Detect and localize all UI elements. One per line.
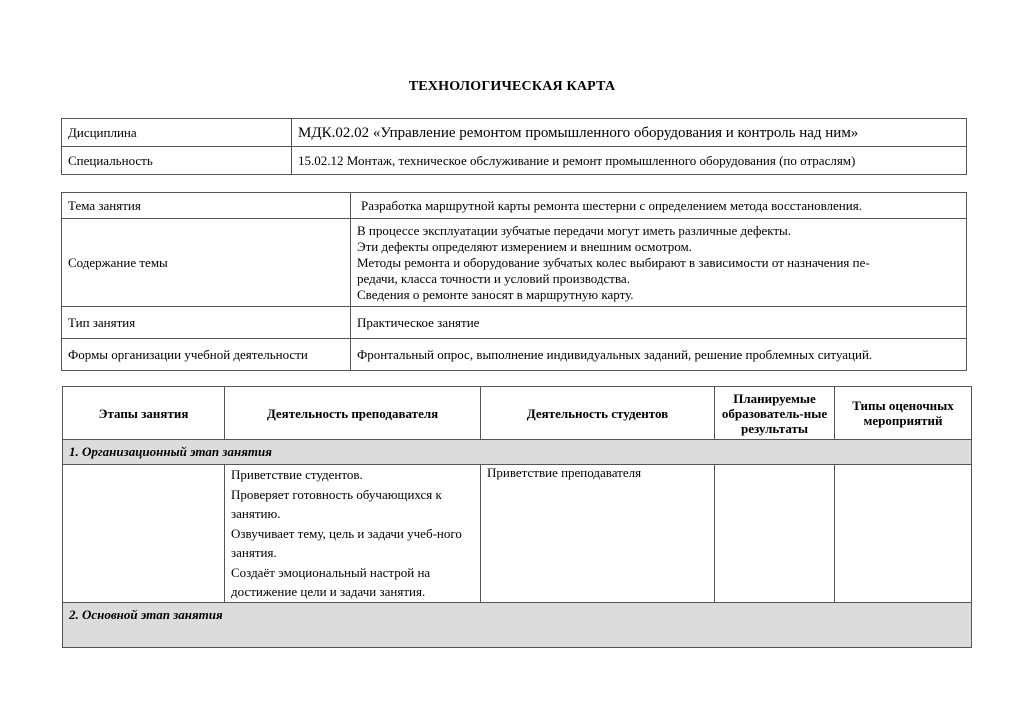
teacher-line: Создаёт эмоциональный настрой на достижение цели и задачи занятия. — [231, 564, 431, 599]
header-assessment: Типы оценочных мероприятий — [835, 387, 972, 440]
content-line: редачи, класса точности и условий производства. — [357, 270, 630, 286]
table-row — [62, 147, 967, 175]
header-stages: Этапы занятия — [63, 387, 225, 440]
discipline-value: МДК.02.02 «Управление ремонтом промышленного оборудования и контроль над ним» — [292, 119, 967, 147]
content-line: Эти дефекты определяют измерением и внешним осмотром. — [357, 238, 692, 254]
content-value — [351, 219, 967, 307]
table-row — [62, 193, 967, 219]
table-row — [62, 219, 967, 307]
stage1-assessment-empty — [835, 465, 972, 603]
specialty-label: Специальность — [62, 147, 292, 175]
stage-row — [63, 602, 972, 647]
specialty-value: 15.02.12 Монтаж, техническое обслуживание и ремонт промышленного оборудования (по отраслям) — [292, 147, 967, 175]
forms-label: Формы организации учебной деятельности — [62, 339, 351, 371]
stage1-results-empty — [715, 465, 835, 603]
header-students: Деятельность студентов — [481, 387, 715, 440]
content-line: Методы ремонта и оборудование зубчатых колес выбирают в зависимости от назначения пе- — [357, 254, 870, 270]
content-label: Содержание темы — [62, 219, 351, 307]
stage1-student-activity: Приветствие преподавателя — [481, 465, 715, 603]
topic-value: Разработка маршрутной карты ремонта шестерни с определением метода восстановления. — [351, 193, 967, 219]
type-value: Практическое занятие — [351, 307, 967, 339]
table-header-row — [63, 387, 972, 440]
header-results: Планируемые образователь-ные результаты — [715, 387, 835, 440]
topic-label: Тема занятия — [62, 193, 351, 219]
table-row — [62, 119, 967, 147]
stage1-title: 1. Организационный этап занятия — [63, 440, 972, 465]
type-label: Тип занятия — [62, 307, 351, 339]
table-row — [63, 465, 972, 603]
page-title: ТЕХНОЛОГИЧЕСКАЯ КАРТА — [408, 79, 616, 94]
teacher-line: Проверяет готовность обучающихся к занятию. — [231, 486, 442, 521]
table-row — [62, 307, 967, 339]
discipline-label: Дисциплина — [62, 119, 292, 147]
content-line: В процессе эксплуатации зубчатые передачи могут иметь различные дефекты. — [357, 222, 792, 238]
discipline-table — [61, 118, 967, 175]
stage2-title: 2. Основной этап занятия — [63, 602, 972, 647]
header-teacher: Деятельность преподавателя — [225, 387, 481, 440]
lesson-table — [61, 192, 967, 371]
table-row — [62, 339, 967, 371]
content-line: Сведения о ремонте заносят в маршрутную карту. — [357, 286, 634, 302]
stages-table — [62, 386, 972, 648]
stage1-teacher-activity — [225, 465, 481, 603]
stage1-cell-empty — [63, 465, 225, 603]
stage-row — [63, 440, 972, 465]
forms-value: Фронтальный опрос, выполнение индивидуальных заданий, решение проблемных ситуаций. — [351, 339, 967, 371]
teacher-line: Озвучивает тему, цель и задачи учеб-ного занятия. — [231, 525, 462, 560]
teacher-line: Приветствие студентов. — [231, 467, 363, 482]
